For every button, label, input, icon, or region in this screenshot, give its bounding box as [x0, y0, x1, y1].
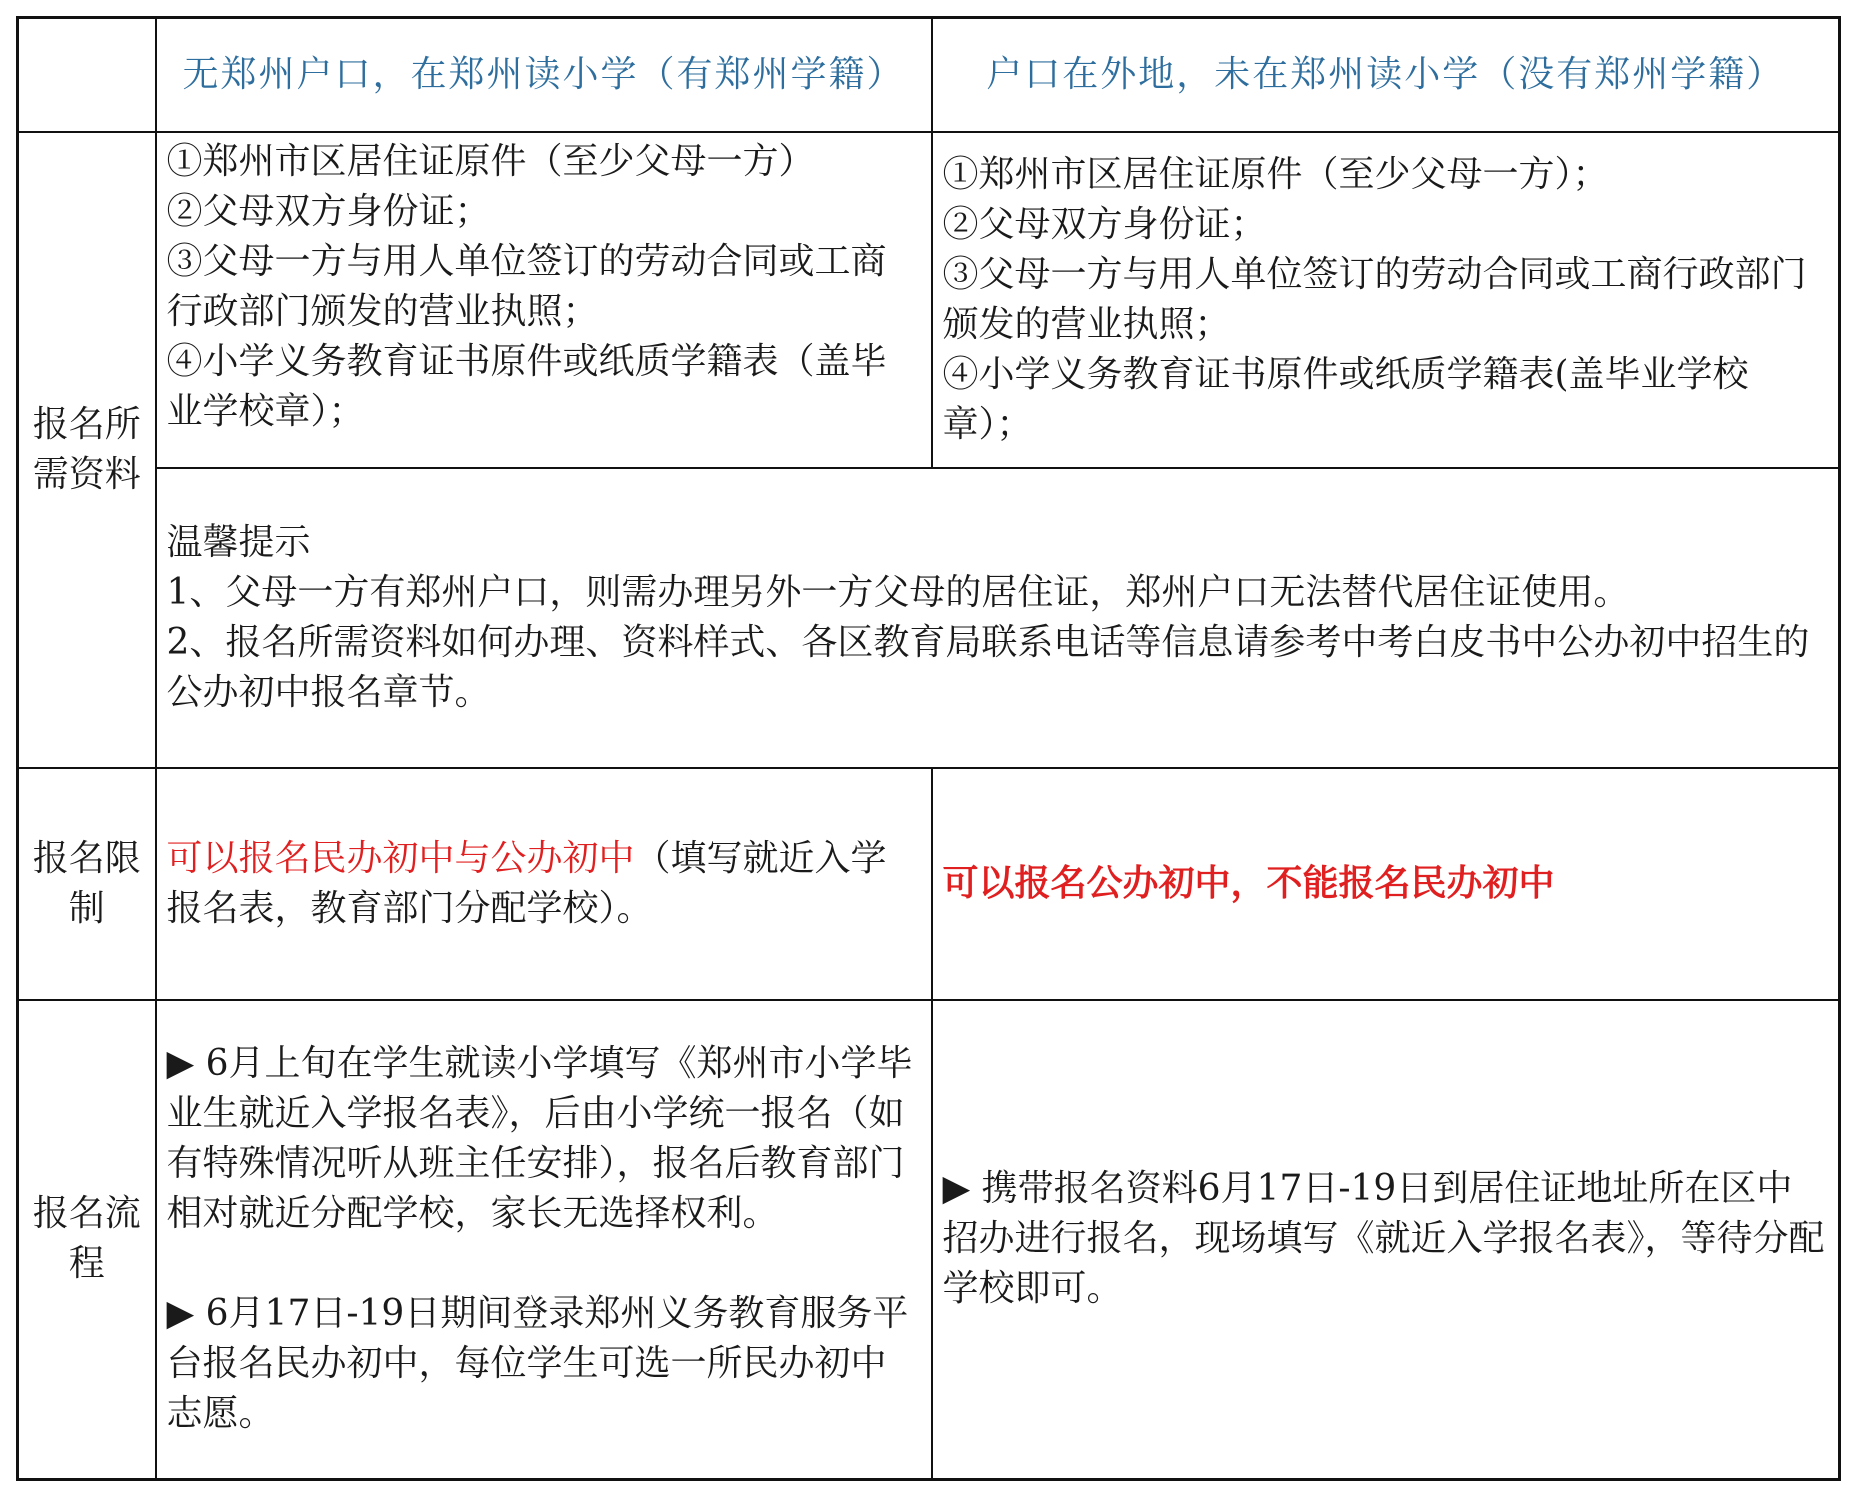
materials-label: 报名所需资料 [18, 132, 156, 768]
materials-col2-item: ②父母双方身份证； [942, 203, 1267, 245]
tips-cell [156, 468, 1840, 768]
process-col1-step: ▶ 6月17日-19日期间登录郑州义务教育服务平台报名民办初中，每位学生可选一所民办初中志愿。 [166, 1293, 909, 1435]
restriction-col1-highlight: 可以报名民办初中与公办初中 [166, 837, 635, 879]
materials-col2-item: ①郑州市区居住证原件（至少父母一方）； [942, 153, 1609, 195]
process-row [18, 1000, 1840, 1480]
tips-row [18, 468, 1840, 768]
materials-col1 [156, 132, 932, 468]
materials-col1-item: ③父母一方与用人单位签订的劳动合同或工商行政部门颁发的营业执照； [166, 240, 887, 332]
process-col1 [156, 1000, 932, 1480]
tips-item: 2、报名所需资料如何办理、资料样式、各区教育局联系电话等信息请参考中考白皮书中公办初中招生的公办初中报名章节。 [166, 621, 1810, 713]
tips-item: 1、父母一方有郑州户口，则需办理另外一方父母的居住证，郑州户口无法替代居住证使用。 [166, 571, 1630, 613]
restriction-col1 [156, 768, 932, 1000]
materials-col1-item: ②父母双方身份证； [166, 190, 491, 232]
restriction-row [18, 768, 1840, 1000]
materials-col1-item: ①郑州市区居住证原件（至少父母一方） [166, 140, 815, 182]
materials-col2 [932, 132, 1840, 468]
header-row [18, 18, 1840, 132]
process-col2 [932, 1000, 1840, 1480]
header-col2: 户口在外地，未在郑州读小学（没有郑州学籍） [932, 18, 1840, 132]
restriction-col1-note: （填写就近入学报名表，教育部门分配学校）。 [166, 837, 887, 929]
process-label: 报名流程 [18, 1000, 156, 1480]
corner-cell [18, 18, 156, 132]
process-col1-step: ▶ 6月上旬在学生就读小学填写《郑州市小学毕业生就近入学报名表》，后由小学统一报名（如有特殊情况听从班主任安排），报名后教育部门相对就近分配学校，家长无选择权利。 [166, 1043, 913, 1235]
materials-col1-item: ④小学义务教育证书原件或纸质学籍表（盖毕业学校章）； [166, 340, 887, 432]
materials-col2-item: ④小学义务教育证书原件或纸质学籍表(盖毕业学校章）； [942, 353, 1749, 445]
restriction-label: 报名限制 [18, 768, 156, 1000]
materials-row [18, 132, 1840, 468]
restriction-col2-highlight: 可以报名公办初中，不能报名民办初中 [942, 862, 1555, 904]
restriction-col2 [932, 768, 1840, 1000]
header-col1: 无郑州户口，在郑州读小学（有郑州学籍） [156, 18, 932, 132]
process-col2-step: ▶ 携带报名资料6月17日-19日到居住证地址所在区中招办进行报名，现场填写《就近入学报名表》，等待分配学校即可。 [942, 1168, 1825, 1310]
info-table [16, 16, 1841, 1481]
materials-col2-item: ③父母一方与用人单位签订的劳动合同或工商行政部门颁发的营业执照； [942, 253, 1807, 345]
tips-title: 温馨提示 [166, 521, 311, 563]
